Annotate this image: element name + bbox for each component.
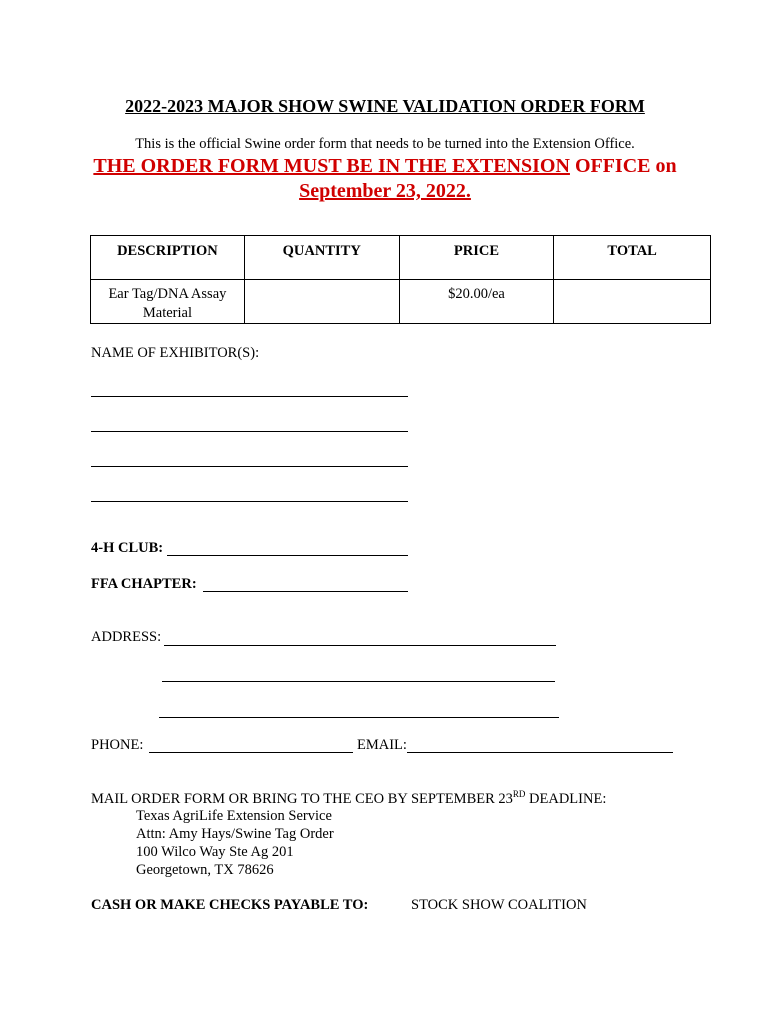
deadline-notice [60,154,710,204]
order-table [90,235,711,324]
table-row [91,280,711,324]
exhibitors-label: NAME OF EXHIBITOR(S): [91,345,260,361]
notice-underlined: THE ORDER FORM MUST BE IN THE EXTENSION [93,155,570,177]
ffa-label: FFA CHAPTER: [91,576,197,592]
exhibitor-line-1[interactable] [91,396,408,397]
header-description: DESCRIPTION [91,236,245,280]
email-label: EMAIL: [357,737,407,753]
payment-payee: STOCK SHOW COALITION [411,897,587,913]
mail-instruction-suffix: DEADLINE: [525,790,607,807]
exhibitor-line-4[interactable] [91,501,408,502]
header-quantity: QUANTITY [244,236,399,280]
mail-instruction-prefix: MAIL ORDER FORM OR BRING TO THE CEO BY SEPTEMBER 23 [91,790,513,807]
table-header-row [91,236,711,280]
description-cell: Ear Tag/DNA Assay Material [91,280,245,324]
mailing-address-line: Texas AgriLife Extension Service [136,808,332,824]
form-subtitle: This is the official Swine order form that needs to be turned into the Extension Office. [135,136,635,152]
address-label: ADDRESS: [91,629,162,645]
exhibitor-line-2[interactable] [91,431,408,432]
phone-line[interactable] [149,752,353,753]
mail-instruction [91,789,606,808]
exhibitor-line-3[interactable] [91,466,408,467]
mailing-address-line: 100 Wilco Way Ste Ag 201 [136,844,294,860]
price-cell: $20.00/ea [399,280,554,324]
form-title: 2022-2023 MAJOR SHOW SWINE VALIDATION ORDER FORM [125,96,645,116]
email-line[interactable] [407,752,673,753]
header-total: TOTAL [554,236,711,280]
header-price: PRICE [399,236,554,280]
notice-date: September 23, 2022. [299,180,471,202]
payment-label: CASH OR MAKE CHECKS PAYABLE TO: [91,897,369,913]
club-label: 4-H CLUB: [91,540,164,556]
mailing-address-line: Attn: Amy Hays/Swine Tag Order [136,826,334,842]
phone-label: PHONE: [91,737,144,753]
address-line-1[interactable] [164,645,556,646]
address-line-3[interactable] [159,717,559,718]
mail-instruction-sup: RD [512,789,526,799]
mailing-address [136,807,334,879]
address-line-2[interactable] [162,681,555,682]
ffa-line[interactable] [203,591,408,592]
quantity-field[interactable] [244,280,399,324]
club-line[interactable] [167,555,408,556]
notice-rest: OFFICE on [569,155,677,177]
mailing-address-line: Georgetown, TX 78626 [136,862,274,878]
total-field[interactable] [554,280,711,324]
